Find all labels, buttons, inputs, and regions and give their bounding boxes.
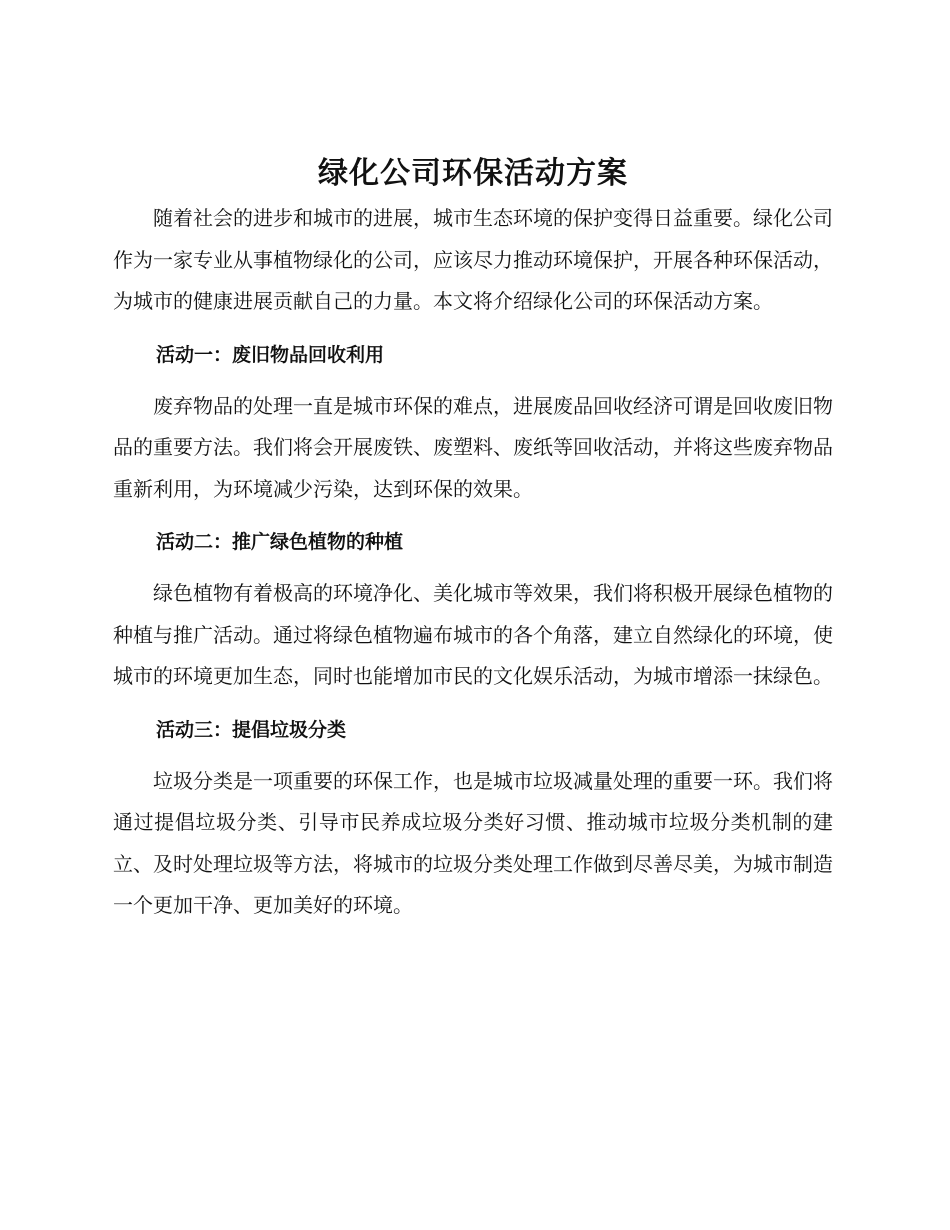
spacer — [113, 751, 833, 761]
spacer — [113, 698, 833, 710]
spacer — [113, 376, 833, 386]
section-body-2: 绿色植物有着极高的环境净化、美化城市等效果，我们将积极开展绿色植物的种植与推广活动。通过将绿色植物遍布城市的各个角落，建立自然绿化的环境，使城市的环境更加生态，同时也能增加市民的文化娱乐活动，为城市增添一抹绿色。 — [113, 581, 833, 688]
section-heading-1: 活动一：废旧物品回收利用 — [156, 343, 385, 366]
section-heading-3: 活动三：提倡垃圾分类 — [156, 718, 347, 741]
spacer — [113, 510, 833, 522]
spacer — [113, 563, 833, 573]
document-title: 绿化公司环保活动方案 — [318, 156, 628, 191]
section-body-3: 垃圾分类是一项重要的环保工作，也是城市垃圾减量处理的重要一环。我们将通过提倡垃圾分类、引导市民养成垃圾分类好习惯、推动城市垃圾分类机制的建立、及时处理垃圾等方法，将城市的垃圾分类处理工作做到尽善尽美，为城市制造一个更加干净、更加美好的环境。 — [113, 768, 833, 917]
section-heading-2: 活动二：推广绿色植物的种植 — [156, 531, 404, 553]
spacer — [113, 323, 833, 335]
intro-paragraph: 随着社会的进步和城市的进展，城市生态环境的保护变得日益重要。绿化公司作为一家专业从事植物绿化的公司，应该尽力推动环境保护，开展各种环保活动，为城市的健康进展贡献自己的力量。本文将介绍绿化公司的环保活动方案。 — [113, 206, 833, 313]
document-page — [113, 150, 833, 927]
section-body-1: 废弃物品的处理一直是城市环保的难点，进展废品回收经济可谓是回收废旧物品的重要方法。我们将会开展废铁、废塑料、废纸等回收活动，并将这些废弃物品重新利用，为环境减少污染，达到环保的效果。 — [113, 393, 833, 501]
